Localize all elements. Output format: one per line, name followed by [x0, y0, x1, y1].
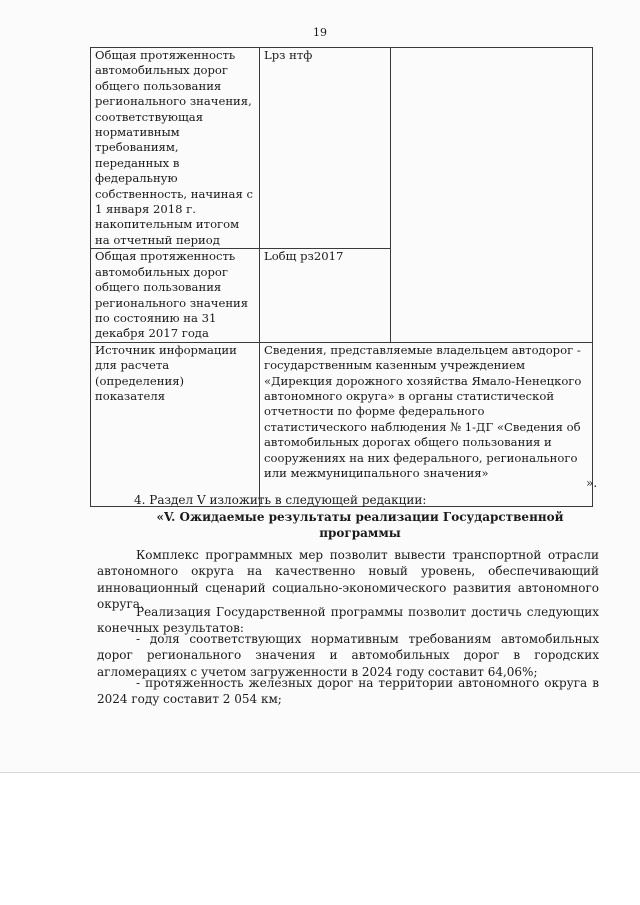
closing-quote: ».: [586, 476, 598, 490]
indicator-table: [90, 47, 593, 507]
table-cell-source-label: Источник информации для расчета (определения) показателя: [91, 342, 260, 506]
table-cell-symbol: Lобщ рз2017: [260, 249, 391, 342]
table-cell-indicator-name: Общая протяженность автомобильных дорог общего пользования регионального значения по состоянию на 31 декабря 2017 года: [91, 249, 260, 342]
body-paragraph: Реализация Государственной программы позволит достичь следующих конечных результатов:: [97, 605, 599, 636]
table-cell-source-value: Сведения, представляемые владельцем автодорог - государственным казенным учреждением «Дирекция дорожного хозяйства Ямало-Ненецкого автономного округа» в органы статистической отчетности по форме федерального статистического наблюдения № 1-ДГ «Сведения об автомобильных дорогах общего пользования и сооружениях на них федерального, регионального или межмуниципального значения»: [260, 342, 593, 506]
body-paragraph: Комплекс программных мер позволит вывести транспортной отрасли автономного округа на качественно новый уровень, обеспечивающий инновационный сценарий социально-экономического развития автономного округа.: [97, 548, 599, 612]
table-cell-symbol: Lpз нтф: [260, 48, 391, 249]
table-cell-empty: [391, 48, 593, 343]
table-cell-indicator-name: Общая протяженность автомобильных дорог общего пользования регионального значения, соответствующая нормативным требованиям, переданных в федеральную собственность, начиная с 1 января 2018 г. накопительным итогом на отчетный период: [91, 48, 260, 249]
section-intro: 4. Раздел V изложить в следующей редакции:: [134, 493, 427, 507]
section-heading: «V. Ожидаемые результаты реализации Государственной программы: [156, 510, 564, 540]
page-number: 19: [313, 26, 327, 39]
body-paragraph: - доля соответствующих нормативным требованиям автомобильных дорог регионального значения и автомобильных дорог в городских агломерациях с учетом загруженности в 2024 году составит 64,06%;: [97, 632, 599, 679]
table-row: [91, 342, 593, 506]
body-paragraph: - протяженность железных дорог на территории автономного округа в 2024 году составит 2 054 км;: [97, 676, 599, 707]
table-row: [91, 48, 593, 249]
